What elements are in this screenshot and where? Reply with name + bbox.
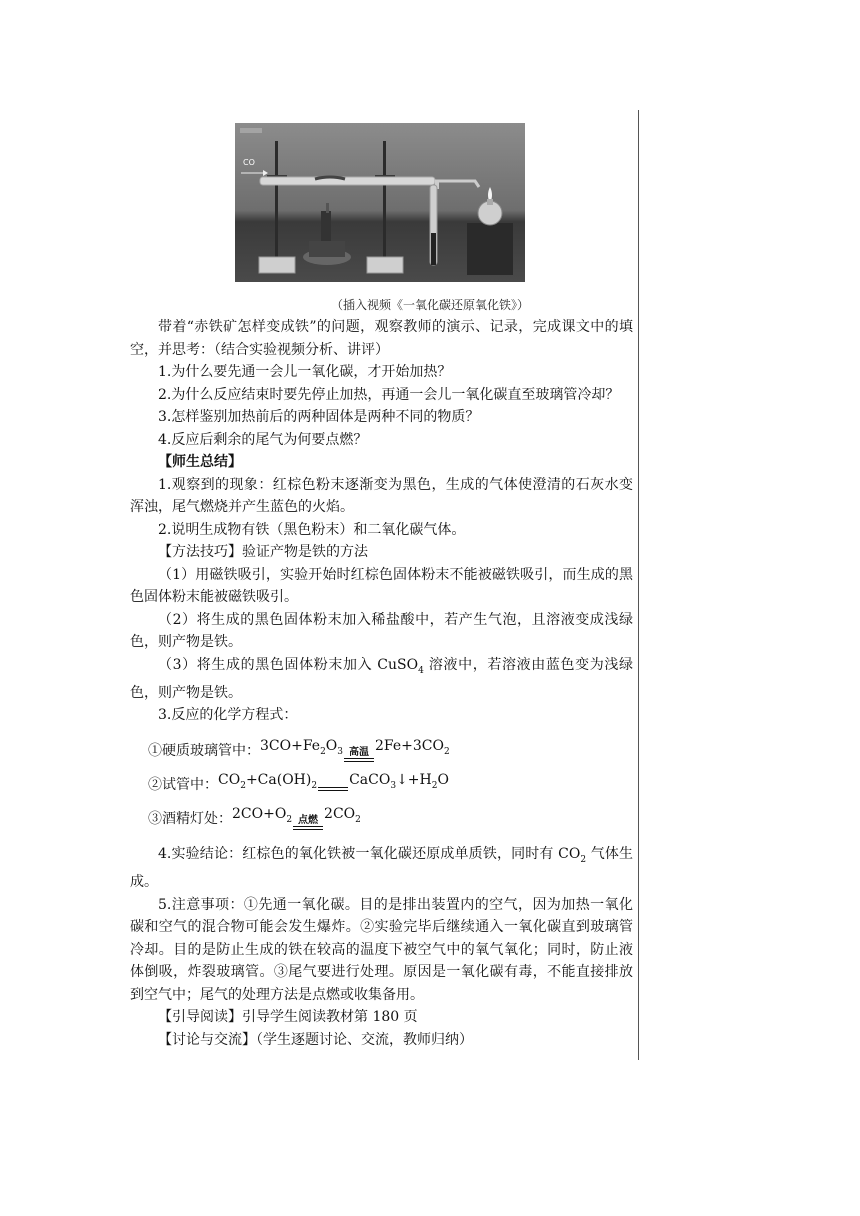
method-1: （1）用磁铁吸引，实验开始时红棕色固体粉末不能被磁铁吸引，而生成的黑色固体粉末能被磁铁吸引。 (130, 566, 633, 605)
experiment-photo (235, 123, 525, 282)
question-1: 1.为什么要先通一会儿一氧化碳，才开始加热？ (158, 364, 452, 380)
equation-2-prefix: ②试管中： (148, 777, 218, 794)
equals-bar (318, 787, 348, 791)
notes: 5.注意事项：①先通一氧化碳。目的是排出装置内的空气，因为加热一氧化碳和空气的混合物可能会发生爆炸。②实验完毕后继续通入一氧化碳直到玻璃管冷却。目的是防止生成的铁在较高的温度下被空气中的氧气氧化；同时，防止液体倒吸，炸裂玻璃管。③尾气要进行处理。原因是一氧化碳有毒，不能直接排放到空气中；尾气的处理方法是点燃或收集备用。 (130, 896, 633, 1003)
question-3: 3.怎样鉴别加热前后的两种固体是两种不同的物质？ (158, 409, 480, 425)
equation-2: ②试管中： $CO_2+Ca(OH)_2$ $CaCO_3↓+H_2O$ (148, 773, 633, 797)
equation-3: ③酒精灯处： $2CO+O_2$ 点燃 $2CO_2$ (148, 807, 633, 831)
conclusion: 4.实验结论：红棕色的氧化铁被一氧化碳还原成单质铁，同时有 $CO_2$ 气体生成。 (130, 845, 633, 891)
intro-paragraph: 带着“赤铁矿怎样变成铁”的问题，观察教师的演示、记录，完成课文中的填空，并思考：（结合实验视频分析、讲评） (130, 319, 633, 358)
reaction-condition-ignite: 点燃 (293, 816, 323, 830)
equation-heading: 3.反应的化学方程式： (158, 707, 298, 724)
photo-co-label: CO (243, 158, 255, 167)
lesson-content (130, 316, 633, 1051)
equation-3-prefix: ③酒精灯处： (148, 811, 232, 828)
method-heading: 【方法技巧】验证产物是铁的方法 (158, 544, 368, 560)
guide-reading: 【引导阅读】引导学生阅读教材第 180 页 (158, 1009, 418, 1026)
question-2: 2.为什么反应结束时要先停止加热，再通一会儿一氧化碳直至玻璃管冷却？ (158, 386, 620, 403)
question-4: 4.反应后剩余的尾气为何要点燃？ (158, 431, 368, 448)
figure-caption: （插入视频《一氧化碳还原氧化铁》） (330, 298, 529, 312)
equation-1-prefix: ①硬质玻璃管中： (148, 743, 260, 760)
equation-1: ①硬质玻璃管中： $3CO+Fe_2O_3$ 高温 $2Fe+3CO_2$ (148, 739, 633, 763)
reaction-condition-high-temp: 高温 (344, 748, 374, 762)
summary-1: 1.观察到的现象：红棕色粉末逐渐变为黑色，生成的气体使澄清的石灰水变浑浊，尾气燃烧并产生蓝色的火焰。 (130, 476, 633, 515)
method-3: （3）将生成的黑色固体粉末加入 CuSO$_4$ 溶液中，若溶液由蓝色变为浅绿色，则产物是铁。 (130, 656, 633, 701)
method-2: （2）将生成的黑色固体粉末加入稀盐酸中，若产生气泡，且溶液变成浅绿色，则产物是铁。 (130, 611, 633, 650)
summary-2: 2.说明生成物有铁（黑色粉末）和二氧化碳气体。 (158, 521, 466, 538)
table-border-line (638, 110, 639, 1060)
discussion: 【讨论与交流】（学生逐题讨论、交流，教师归纳） (158, 1031, 473, 1048)
summary-heading: 【师生总结】 (158, 454, 242, 470)
